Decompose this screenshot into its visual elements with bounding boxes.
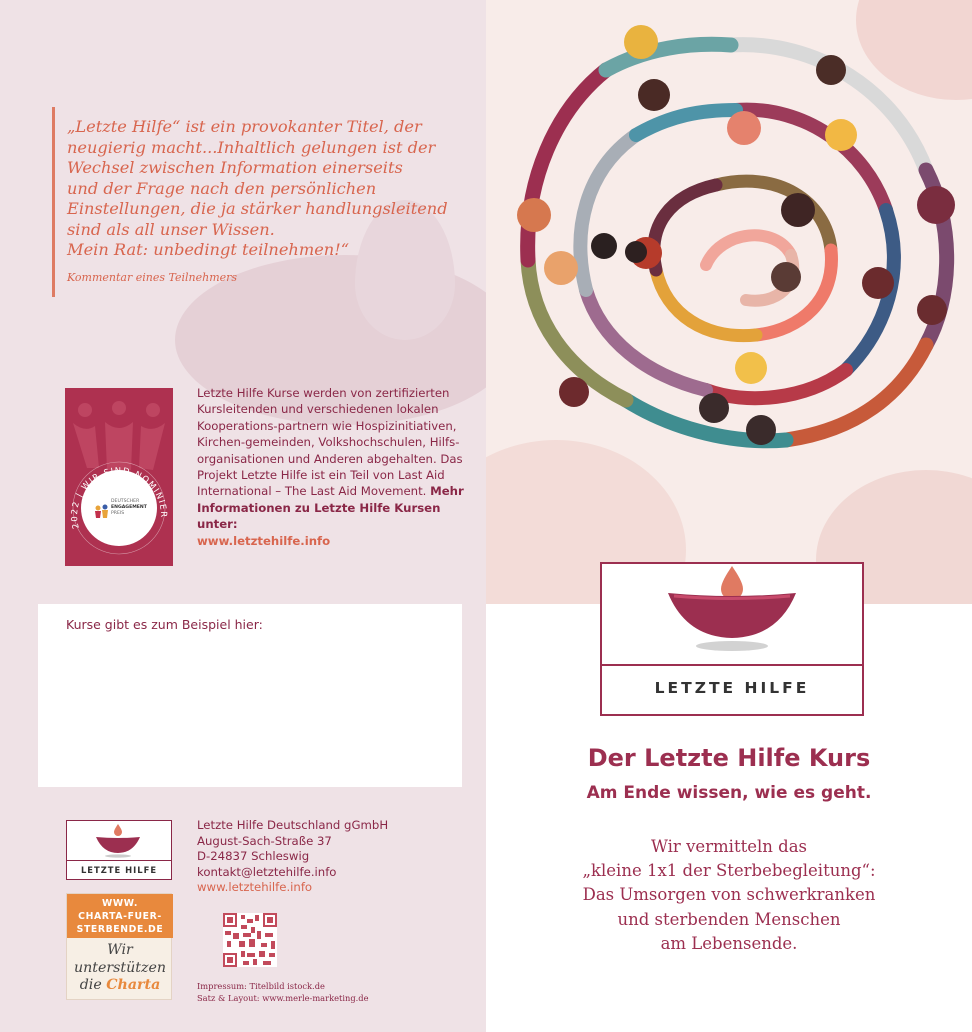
city: D-24837 Schleswig (197, 849, 310, 864)
svg-text:DEUTSCHER: DEUTSCHER (111, 499, 140, 504)
people-holding-hands-spiral-illustration (486, 0, 972, 604)
credits-image: Impressum: Titelbild istock.de (197, 981, 325, 991)
logo-divider (67, 860, 171, 861)
info-link[interactable]: www.letztehilfe.info (197, 533, 331, 548)
info-body: Letzte Hilfe Kurse werden von zertifizierten Kursleitenden und verschiedenen lokalen Kooperations-partnern wie Hospizinitiativen, Kirchen-gemeinden, Volkshochschulen, Hilfs-organisationen und Anderen abgehalten. Das Projekt Letzte Hilfe ist ein Teil von Last Aid International – The Last Aid Movement. (197, 386, 463, 499)
info-more: Mehr Informationen zu Letzte Hilfe Kursen unter: (197, 484, 464, 532)
cover-panel (486, 0, 972, 1032)
oil-lamp-icon (67, 821, 170, 859)
award-badge-icon (65, 388, 173, 566)
quote-text: „Letzte Hilfe“ ist ein provokanter Titel, der neugierig macht...Inhaltlich gelungen ist der Wechsel zwischen Information einerseits und der Frage nach den persönlichen Einstellungen, die ja stärker handlungsleitend sind als all unser Wissen. Mein Rat: unbedingt teilnehmen!“ (67, 117, 448, 259)
info-text (197, 385, 467, 549)
contact-address (197, 818, 388, 896)
org-name: Letzte Hilfe Deutschland gGmbH (197, 818, 389, 832)
award-ring-text: 2022 | WIR SIND NOMINIER (69, 466, 169, 530)
small-logo (66, 820, 172, 880)
cover-logo-label: LETZTE HILFE (654, 679, 810, 697)
svg-text:ENGAGEMENT: ENGAGEMENT (111, 505, 147, 510)
cover-description: Wir vermitteln das „kleine 1x1 der Sterbebegleitung“: Das Umsorgen von schwerkranken und sterbenden Menschen am Lebensende. (582, 837, 876, 953)
qr-code-icon (223, 913, 277, 967)
award-badge (65, 388, 173, 566)
testimonial-quote (52, 107, 467, 297)
cover-subtitle: Am Ende wissen, wie es geht. (586, 783, 872, 803)
charta-badge[interactable] (66, 893, 172, 1000)
credits-layout: Satz & Layout: www.merle-marketing.de (197, 992, 369, 1003)
web-link[interactable]: www.letztehilfe.info (197, 880, 313, 895)
cover-logo (600, 562, 864, 716)
email-link[interactable]: kontakt@letztehilfe.info (197, 864, 337, 879)
street: August-Sach-Straße 37 (197, 833, 332, 848)
charta-slogan: Wir unterstützen die Charta (74, 942, 166, 993)
hero-illustration-area (486, 0, 972, 604)
cover-title: Der Letzte Hilfe Kurs (587, 744, 871, 772)
credits (197, 981, 369, 1004)
svg-text:PREIS: PREIS (111, 511, 125, 516)
oil-lamp-icon (602, 564, 862, 662)
charta-url: WWW. CHARTA-FUER- STERBENDE.DE (67, 894, 173, 938)
quote-author: Kommentar eines Teilnehmers (67, 270, 238, 284)
courses-box (38, 604, 462, 787)
small-logo-label: LETZTE HILFE (80, 865, 158, 875)
logo-divider (602, 664, 862, 666)
courses-label: Kurse gibt es zum Beispiel hier: (66, 617, 263, 632)
